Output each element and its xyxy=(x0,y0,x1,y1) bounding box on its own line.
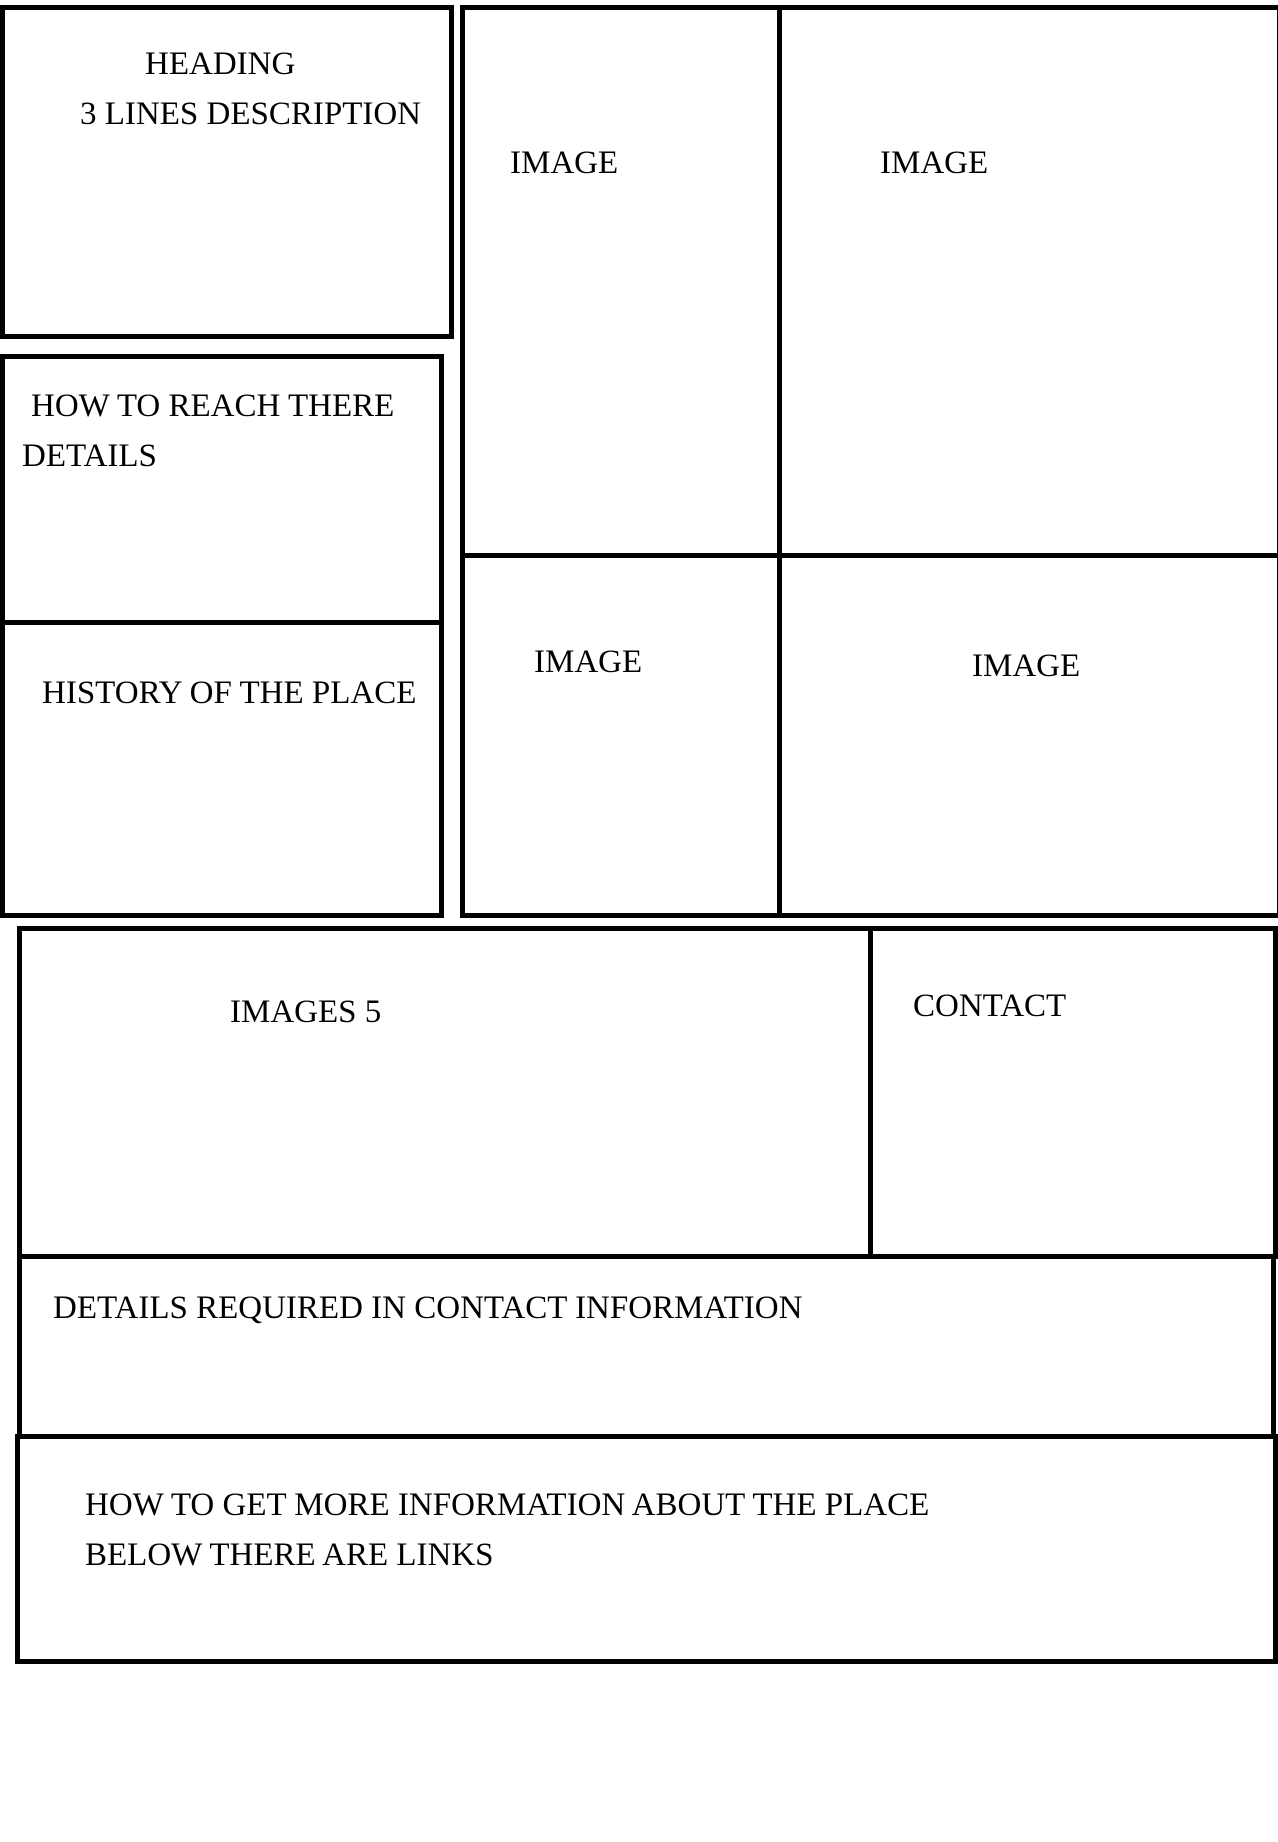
image-label-2: IMAGE xyxy=(880,145,989,181)
description-text: 3 LINES DESCRIPTION xyxy=(80,96,422,132)
image-label-4: IMAGE xyxy=(972,648,1081,684)
image-box-2 xyxy=(777,5,1278,560)
contact-box xyxy=(868,926,1278,1259)
heading-text: HEADING xyxy=(145,46,296,82)
contact-text: CONTACT xyxy=(913,988,1067,1024)
image-label-1: IMAGE xyxy=(510,145,619,181)
more-info-links-text: BELOW THERE ARE LINKS xyxy=(85,1537,494,1573)
how-to-reach-text: HOW TO REACH THERE xyxy=(31,388,395,424)
contact-details-box xyxy=(17,1254,1276,1440)
images-5-box xyxy=(17,926,874,1259)
images-5-text: IMAGES 5 xyxy=(230,994,382,1030)
image-box-3 xyxy=(460,553,782,918)
contact-details-text: DETAILS REQUIRED IN CONTACT INFORMATION xyxy=(53,1290,803,1326)
image-box-1 xyxy=(460,5,782,560)
how-to-reach-details-text: DETAILS xyxy=(22,438,157,474)
more-info-text: HOW TO GET MORE INFORMATION ABOUT THE PLACE xyxy=(85,1487,930,1523)
image-label-3: IMAGE xyxy=(534,644,643,680)
history-box xyxy=(0,620,444,918)
history-text: HISTORY OF THE PLACE xyxy=(42,675,417,711)
image-box-4 xyxy=(777,553,1278,918)
